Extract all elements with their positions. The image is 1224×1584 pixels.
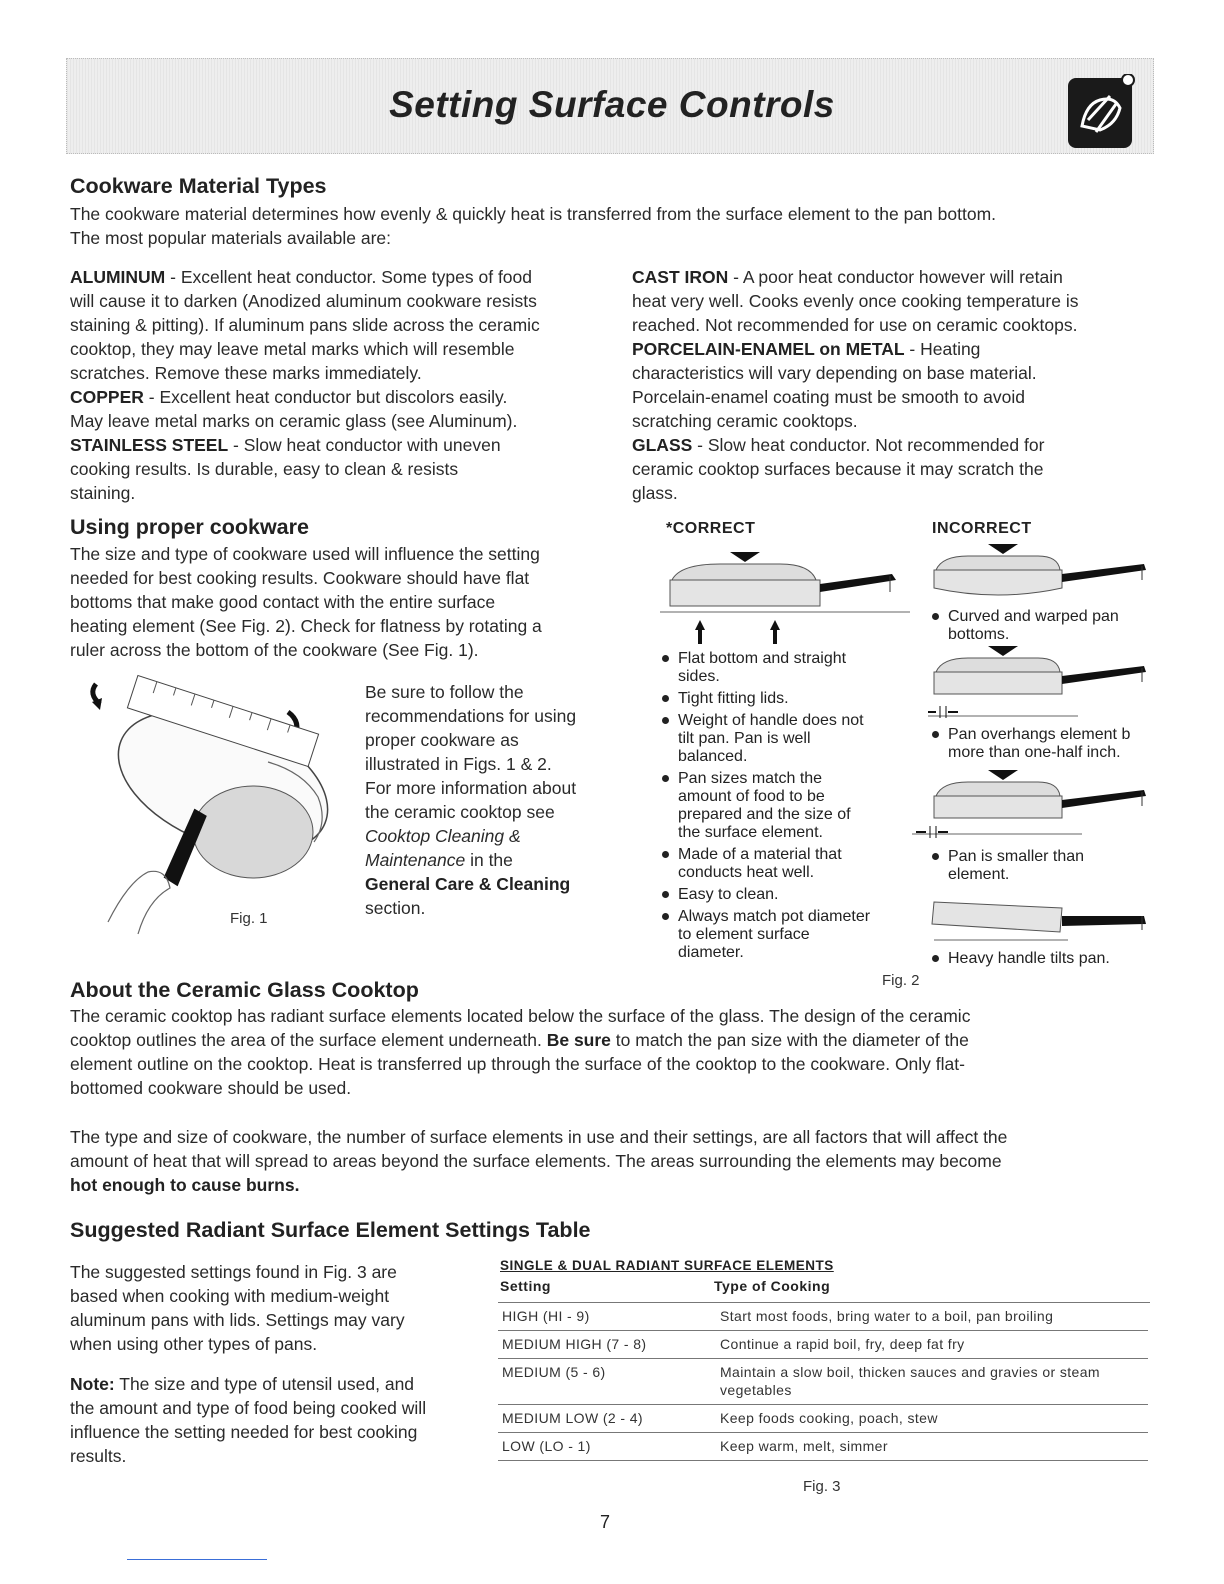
warped-pan-illustration: [928, 544, 1158, 604]
fig2-correct-label: *CORRECT: [666, 520, 756, 537]
ceramic-paragraph-1: The ceramic cooktop has radiant surface elements located below the surface of the glass. The design of the ceramic cooktop outlines the area of the surface element underneath. Be sure to match the pan size with the diameter of the element outline on the cooktop. Heat is transferred up through the surface of the cooktop to the cookware. Only flat- bottomed cookware should be used.: [70, 1006, 971, 1098]
fig2-caption: Fig. 2: [882, 972, 920, 989]
settings-table: [498, 1303, 1148, 1461]
overhang-pan-illustration: [928, 646, 1158, 722]
correct-bullet: Weight of handle does not tilt pan. Pan is well balanced.: [660, 712, 910, 766]
footer-divider: [127, 1559, 267, 1560]
correct-bullet: Tight fitting lids.: [660, 690, 910, 708]
col-setting-header: Setting: [500, 1278, 551, 1294]
ceramic-heading: About the Ceramic Glass Cooktop: [70, 978, 419, 1002]
ceramic-paragraph-2: The type and size of cookware, the number of surface elements in use and their settings, are all factors that will affect the amount of heat that will spread to areas beyond the surface elements. The areas surrounding the elements may become hot enough to cause burns.: [70, 1127, 1008, 1195]
cookware-types-intro: The cookware material determines how evenly & quickly heat is transferred from the surface element to the pan bottom. The most popular materials available are:: [70, 204, 997, 248]
settings-note: Note: The size and type of utensil used, and the amount and type of food being cooked will influence the setting needed for best cooking results.: [70, 1374, 427, 1466]
incorrect-bullet-4: Heavy handle tilts pan.: [930, 950, 1160, 968]
fig2-incorrect-label: INCORRECT: [932, 520, 1032, 537]
fig1-ruler-illustration: [78, 672, 358, 942]
fig1-side-text: Be sure to follow the recommendations for using proper cookware as illustrated in Figs. 1 & 2. For more information about the ceramic cooktop see Cooktop Cleaning & Maintenance in the General Care & Cleaning section.: [365, 682, 577, 918]
correct-bullets: [660, 650, 910, 962]
materials-left-column: ALUMINUM - Excellent heat conductor. Some types of food will cause it to darken (Anodized aluminum cookware resists staining & pitting). If aluminum pans slide across the ceramic cooktop, they may leave metal marks which will resemble scratches. Remove these marks immediately. COPPER - Excellent heat conductor but discolors easily. May leave metal marks on ceramic glass (see Aluminum). STAINLESS STEEL - Slow heat conductor with uneven cooking results. Is durable, easy to clean & resists staining.: [70, 267, 540, 503]
incorrect-bullet-1: Curved and warped pan bottoms.: [930, 608, 1160, 644]
small-pan-illustration: [912, 770, 1158, 840]
table-row: MEDIUM HIGH (7 - 8) Continue a rapid boil, fry, deep fat fry: [498, 1331, 1148, 1359]
fig3-caption: Fig. 3: [803, 1478, 841, 1495]
table-row: LOW (LO - 1) Keep warm, melt, simmer: [498, 1433, 1148, 1461]
correct-bullet: Made of a material that conducts heat well.: [660, 846, 910, 882]
correct-bullet: Pan sizes match the amount of food to be prepared and the size of the surface element.: [660, 770, 910, 842]
table-row: MEDIUM (5 - 6) Maintain a slow boil, thicken sauces and gravies or steam vegetables: [498, 1359, 1148, 1405]
settings-intro: The suggested settings found in Fig. 3 are based when cooking with medium-weight aluminum pans with lids. Settings may vary when using other types of pans.: [70, 1262, 405, 1354]
page-number: 7: [600, 1512, 611, 1532]
fig1-caption: Fig. 1: [230, 910, 268, 927]
page-title: Setting Surface Controls: [389, 84, 835, 125]
cookware-chef-icon: [1066, 74, 1138, 150]
tilted-pan-illustration: [928, 894, 1158, 946]
table-row: HIGH (HI - 9) Start most foods, bring water to a boil, pan broiling: [498, 1303, 1148, 1331]
settings-heading: Suggested Radiant Surface Element Settings Table: [70, 1218, 591, 1242]
incorrect-bullet-2: Pan overhangs element b more than one-half inch.: [930, 726, 1160, 762]
correct-bullet: Always match pot diameter to element surface diameter.: [660, 908, 910, 962]
table-title: SINGLE & DUAL RADIANT SURFACE ELEMENTS: [500, 1258, 834, 1273]
correct-pan-illustration: [660, 548, 910, 648]
materials-right-column: CAST IRON - A poor heat conductor however will retain heat very well. Cooks evenly once cooking temperature is reached. Not recommended for use on ceramic cooktops. PORCELAIN-ENAMEL on METAL - Heating characteristics will vary depending on base material. Porcelain-enamel coating must be smooth to avoid scratching ceramic cooktops. GLASS - Slow heat conductor. Not recommended for ceramic cooktop surfaces because it may scratch the glass.: [632, 267, 1079, 503]
correct-bullet: Easy to clean.: [660, 886, 910, 904]
cookware-types-heading: Cookware Material Types: [70, 174, 327, 198]
proper-cookware-heading: Using proper cookware: [70, 515, 309, 539]
incorrect-bullet-3: Pan is smaller than element.: [930, 848, 1160, 884]
table-row: MEDIUM LOW (2 - 4) Keep foods cooking, poach, stew: [498, 1405, 1148, 1433]
col-type-header: Type of Cooking: [714, 1278, 831, 1294]
correct-bullet: Flat bottom and straight sides.: [660, 650, 910, 686]
proper-cookware-text: The size and type of cookware used will influence the setting needed for best cooking results. Cookware should have flat bottoms that make good contact with the entire surface heating element (See Fig. 2). Check for flatness by rotating a ruler across the bottom of the cookware (See Fig. 1).: [70, 544, 542, 660]
